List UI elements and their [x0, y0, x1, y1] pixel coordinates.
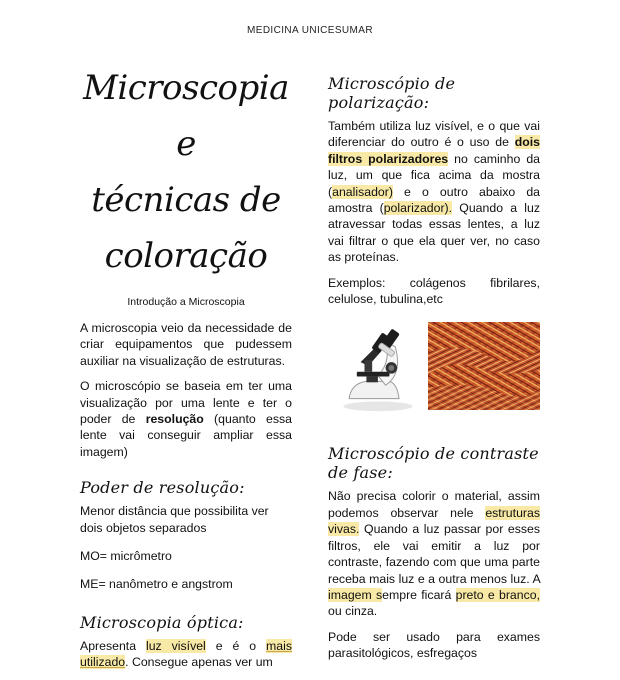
highlight-estruturas-vivas: estruturas vivas.: [328, 505, 540, 537]
highlight-luz-visivel: luz visível: [145, 638, 206, 653]
microscope-image: [328, 318, 424, 414]
paragraph-intro: A microscopia veio da necessidade de criar equipamentos que pudessem auxiliar na visualização de estruturas.: [80, 321, 292, 368]
page-header: MEDICINA UNICESUMAR: [247, 25, 373, 36]
polarized-collagen-image: [428, 322, 540, 410]
paragraph-exames: Pode ser usado para exames parasitológicos, esfregaços: [328, 629, 540, 661]
subtitle: Introdução a Microscopia: [127, 296, 245, 308]
title-line-3: coloração: [104, 236, 268, 276]
bold-resolucao: resolução: [145, 412, 204, 427]
highlight-analisador: analisador): [332, 184, 393, 199]
highlight-polarizador: polarizador).: [383, 201, 453, 216]
right-column: [328, 60, 540, 671]
title-line-1: Microscopia e: [83, 68, 289, 164]
title-line-2: técnicas de: [91, 180, 281, 220]
paragraph-microscope: O microscópio se baseia em ter uma visualização por uma lente e ter o poder de resolução (quanto essa lente vai conseguir ampliar essa imagem): [80, 379, 293, 459]
document-title: [80, 60, 292, 284]
paragraph-optica: Apresenta luz visível e é o mais utilizado. Consegue apenas ver um: [80, 638, 292, 670]
section-heading-polarizacao: Microscópio de polarização:: [328, 74, 456, 112]
paragraph-polarizacao: Também utiliza luz visível, e o que vai diferenciar do outro é o uso de dois filtros polarizadores no caminho da luz, um que fica acima da mostra (analisador) e o outro abaixo da amostra (polarizador). Quando a luz atravessar todas essas lentes, a luz vai filtrar o que ela quer ver, no caso as proteínas.: [328, 119, 540, 265]
paragraph-exemplos: Exemplos: colágenos fibrilares, celulose, tubulina,etc: [328, 275, 540, 307]
section-heading-optica: Microscopia óptica:: [80, 612, 244, 632]
highlight-preto-branco: preto e branco,: [455, 587, 541, 602]
paragraph-contraste: Não precisa colorir o material, assim podemos observar nele estruturas vivas. Quando a luz passar por esses filtros, ele vai emitir a luz por contraste, fazendo com que uma parte receba mais luz e a outra menos luz. A imagem sempre ficará preto e branco, ou cinza.: [328, 489, 541, 619]
highlight-mais-utilizado: mais utilizado: [80, 638, 292, 670]
paragraph-resolucao: Menor distância que possibilita ver dois objetos separados: [80, 504, 269, 535]
paragraph-me: ME= nanômetro e angstrom: [80, 577, 233, 592]
left-column: [80, 60, 292, 680]
section-heading-contraste: Microscópio de contraste de fase:: [328, 444, 539, 483]
paragraph-mo: MO= micrômetro: [80, 549, 172, 564]
highlight-filtros: dois filtros polarizadores: [328, 135, 540, 166]
image-row: [328, 316, 540, 416]
section-heading-resolucao: Poder de resolução:: [80, 478, 245, 498]
highlight-imagem: imagem s: [328, 587, 383, 602]
